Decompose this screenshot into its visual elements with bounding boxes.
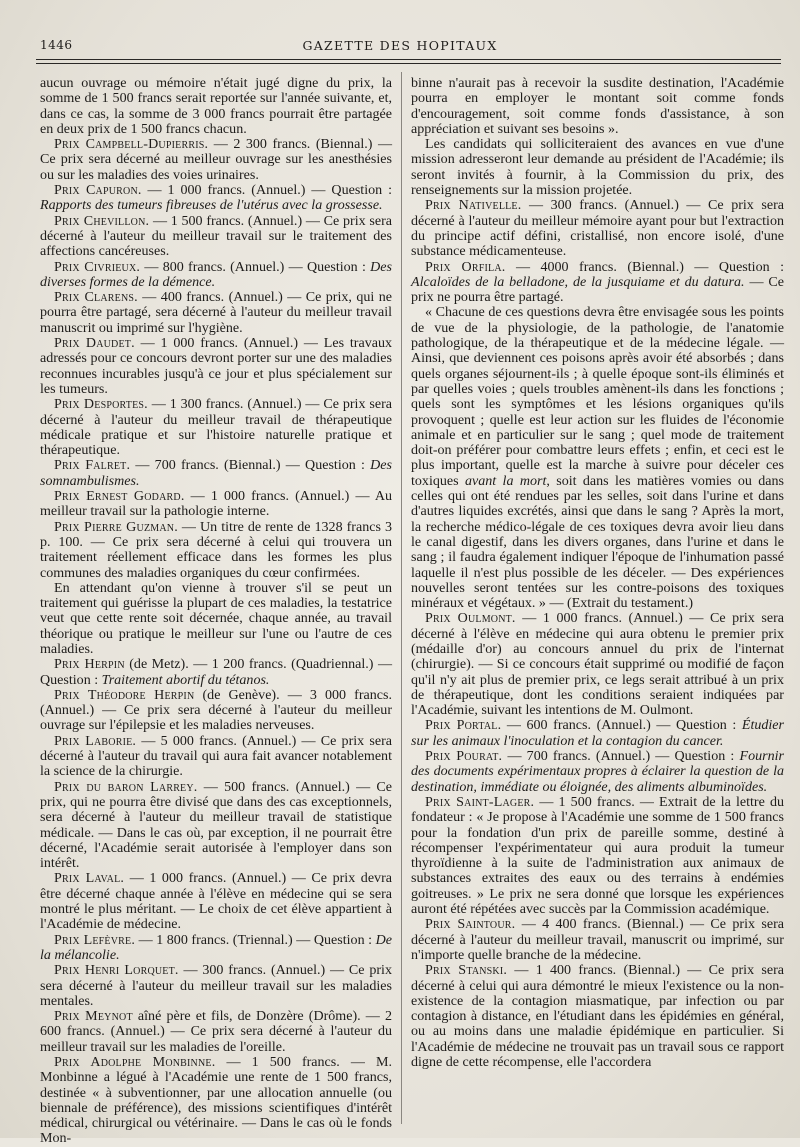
prize-name: Prix Daudet. — [54, 335, 135, 352]
header-rule-bottom — [36, 63, 781, 64]
prize-entry: Prix du baron Larrey. — 500 francs. (Annuel.) — Ce prix, qui ne pourra être divisé que dans des cas exceptionnels, sera décerné à l'auteur du meilleur travail de statistique médicale. — Dans le cas où, par exception, il ne pourrait être décerné, l'Académie serait autorisée à l'employer dans son intérêt. — [40, 778, 393, 872]
running-title: GAZETTE DES HOPITAUX — [302, 38, 498, 53]
header-rule-top — [36, 59, 781, 60]
prize-name: Prix Saintour. — [425, 916, 516, 933]
prize-name: Prix Desportes. — [54, 396, 148, 413]
prize-question: Des somnambulismes. — [40, 457, 392, 489]
prize-question: Alcaloïdes de la belladone, de la jusquiame et du datura. — [411, 273, 745, 290]
prize-name: Prix Portal. — [425, 717, 502, 734]
prize-entry: Prix Laval. — 1 000 francs. (Annuel.) — Ce prix devra être décerné chaque année à l'élève en médecine qui se sera montré le plus méritant. — Le choix de cet élève appartient à l'Académie de médecine. — [40, 870, 392, 933]
prize-name: Prix Saint-Lager. — [425, 793, 535, 810]
prize-name: Prix Ernest Godard. — [54, 488, 185, 505]
prize-entry: Prix Saint-Lager. — 1 500 francs. — Extrait de la lettre du fondateur : « Je propose à l'Académie une somme de 1 500 francs pour la fondation d'un prix de pareille somme, destiné à récompenser l'expérimentateur qui aura produit la tumeur thyroïdienne à la suite de l'administration aux animaux de substances extraites des eaux ou des terrains à endémies goitreuses. » Le prix ne sera donné que lorsque les expériences auront été répétées avec succès par la Commission académique. — [411, 793, 784, 918]
prize-entry: Prix Falret. — 700 francs. (Biennal.) — Question : Des somnambulismes. — [40, 457, 392, 489]
prize-entry: Prix Henri Lorquet. — 300 francs. (Annuel.) — Ce prix sera décerné à l'auteur du meilleur travail sur les maladies mentales. — [40, 962, 392, 1009]
prize-entry: Prix Ernest Godard. — 1 000 francs. (Annuel.) — Au meilleur travail sur la pathologie interne. — [40, 488, 392, 520]
prize-entry: Prix Saintour. — 4 400 francs. (Biennal.) — Ce prix sera décerné à l'auteur du meilleur travail, manuscrit ou imprimé, sur n'importe quelle branche de la médecine. — [411, 916, 785, 963]
prize-name: Prix Capuron. — [54, 182, 142, 199]
prize-entry: Prix Civrieux. — 800 francs. (Annuel.) — Question : Des diverses formes de la démence. — [40, 258, 392, 290]
prize-name: Prix Théodore Herpin — [54, 686, 195, 703]
paragraph: En attendant qu'on vienne à trouver s'il se peut un traitement qui guérisse la plupart de ces maladies, la testatrice veut que cette rente soit décernée, chaque année, au travail théorique ou pratique le meilleur sur l'une ou l'autre de ces maladies. — [40, 579, 392, 657]
prize-entry: Prix Pierre Guzman. — Un titre de rente de 1328 francs 3 p. 100. — Ce prix sera décerné à celui qui trouvera un traitement réellement efficace dans les formes les plus communes des maladies organiques du cœur confirmées. — [40, 518, 392, 581]
prize-entry: Prix Chevillon. — 1 500 francs. (Annuel.) — Ce prix sera décerné à l'auteur du meilleur travail sur le traitement des affections cancéreuses. — [40, 212, 392, 260]
prize-name: Prix Civrieux. — [54, 258, 141, 275]
prize-question: Rapports des tumeurs fibreuses de l'utérus avec la grossesse. — [40, 197, 383, 214]
prize-entry: Prix Clarens. — 400 francs. (Annuel.) — Ce prix, qui ne pourra être partagé, sera décerné à l'auteur du meilleur travail manuscrit ou imprimé sur l'hygiène. — [40, 289, 393, 336]
prize-entry: Prix Stanski. — 1 400 francs. (Biennal.) — Ce prix sera décerné à celui qui aura démontré le mieux l'existence ou la non-existence de la contagion miasmatique, par infection ou par contagion à distance, en l'étudiant dans les épidémies en général, ou au moins dans une maladie épidémique en particulier. Si l'Académie de médecine ne trouvait pas un travail sous ce rapport digne de cette récompense, elle l'accordera — [411, 962, 784, 1070]
prize-entry: Prix Théodore Herpin (de Genève). — 3 000 francs. (Annuel.) — Ce prix sera décerné à l'auteur du meilleur ouvrage sur l'épilepsie et les maladies nerveuses. — [40, 686, 392, 734]
prize-entry: Prix Desportes. — 1 300 francs. (Annuel.) — Ce prix sera décerné à l'auteur du meilleur travail de thérapeutique médicale pratique et sur l'histoire naturelle pratique et thérapeutique. — [40, 396, 392, 459]
prize-name: Prix Laval. — [54, 870, 125, 887]
paragraph: binne n'aurait pas à recevoir la susdite destination, l'Académie pourra en employer le montant soit comme fonds d'encouragement, soit comme fonds d'assistance, à son appréciation et suivant ses besoins ». — [411, 75, 784, 137]
prize-entry: Prix Nativelle. — 300 francs. (Annuel.) — Ce prix sera décerné à l'auteur du meilleur mémoire ayant pour but l'extraction du principe actif défini, cristallisé, non encore isolé, d'une substance médicamenteuse. — [411, 197, 784, 260]
prize-name: Prix Stanski. — [425, 962, 508, 979]
right-column — [411, 76, 784, 1126]
prize-question: Des diverses formes de la démence. — [40, 258, 392, 290]
prize-name: Prix Lefèvre. — [54, 931, 136, 948]
prize-entry: Prix Adolphe Monbinne. — 1 500 francs. — M. Monbinne a légué à l'Académie une rente de 1 500 francs, destinée « à subventionner, par une allocation annuelle (ou biennale de préférence), des missions scientifiques d'intérêt médical, chirurgical ou vétérinaire. — Dans le cas où le fonds Mon- — [40, 1054, 392, 1147]
paragraph: aucun ouvrage ou mémoire n'était jugé digne du prix, la somme de 1 500 francs serait reportée sur l'année suivante, et, dans ce cas, la somme de 3 000 francs pourrait être partagée en deux prix de 1 500 francs chacun. — [40, 75, 392, 137]
prize-name: Prix Orfila. — [425, 258, 506, 275]
prize-name: Prix Clarens. — [54, 289, 138, 306]
prize-name: Prix Adolphe Monbinne. — [54, 1054, 216, 1070]
prize-question: Étudier sur les animaux l'inoculation et la contagion du cancer. — [411, 717, 784, 749]
prize-name: Prix Campbell-Dupierris. — [54, 136, 209, 153]
column-divider — [401, 72, 402, 1124]
prize-entry: Prix Laborie. — 5 000 francs. (Annuel.) — Ce prix sera décerné à l'auteur du travail qui aura fait avancer notablement la science de la chirurgie. — [40, 732, 392, 780]
prize-name: Prix Laborie. — [54, 732, 137, 749]
prize-entry: Prix Meynot aîné père et fils, de Donzère (Drôme). — 2 600 francs. (Annuel.) — Ce prix sera décerné à l'auteur du meilleur travail sur les maladies de l'oreille. — [40, 1008, 393, 1055]
prize-entry: Prix Herpin (de Metz). — 1 200 francs. (Quadriennal.) — Question : Traitement abortif du tétanos. — [40, 656, 392, 688]
prize-entry: Prix Portal. — 600 francs. (Annuel.) — Question : Étudier sur les animaux l'inoculation et la contagion du cancer. — [411, 717, 784, 749]
prize-entry: Prix Orfila. — 4000 francs. (Biennal.) — Question : Alcaloïdes de la belladone, de la jusquiame et du datura. — Ce prix ne pourra être partagé. — [411, 258, 785, 306]
prize-name: Prix Pourat. — [425, 748, 503, 765]
prize-name: Prix du baron Larrey. — [54, 778, 198, 795]
prize-question: Fournir des documents expérimentaux propres à éclairer la question de la destination, immédiate ou éloignée, des aliments albuminoïdes. — [411, 748, 784, 795]
prize-entry: Prix Lefèvre. — 1 800 francs. (Triennal.) — Question : De la mélancolie. — [40, 931, 392, 963]
prize-name: Prix Chevillon. — [54, 212, 150, 229]
testament-quote: « Chacune de ces questions devra être envisagée sous les points de vue de la physiologie, de la pathologie, de l'anatomie pathologique, de la thérapeutique et de la médecine légale. — Ainsi, que deviennent ces poisons après avoir été absorbés ; dans quels organes séjournent-ils ; à quelle époque sont-ils éliminés et par quelles voies ; quels troubles amènent-ils dans les fonctions ; quels sont les symptômes et les lésions organiques qu'ils provoquent ; quelle est leur action sur les fluides de l'économie animale et en particulier sur le sang ; quel mode de traitement doit-on préférer pour combattre leurs effets ; enfin, et ceci est le plus important, quelle est la marche à suivre pour déceler ces toxiques avant la mort, soit dans les matières vomies ou dans celles qui ont été rendues par les selles, soit dans l'urine et dans d'autres liquides excrétés, ainsi que dans le sang ? Après la mort, la recherche médico-légale de ces toxiques devra avoir lieu dans le canal digestif, dans les divers organes, dans l'urine et dans le sang ; il faudra également indiquer l'époque de l'inhumation passé laquelle il n'est plus possible de les déceler. — Des expériences nouvelles seront tentées sur les contre-poisons des toxiques minéraux et végétaux. » — (Extrait du testament.) — [411, 304, 784, 612]
prize-name: Prix Pierre Guzman. — [54, 518, 178, 535]
page-number: 1446 — [40, 38, 73, 52]
paragraph: Les candidats qui solliciteraient des avances en vue d'une mission adresseront leur demande au président de l'Académie; ils seront invités à fournir, à la Commission du prix, des renseignements sur la mission projetée. — [411, 136, 784, 199]
prize-entry: Prix Daudet. — 1 000 francs. (Annuel.) — Les travaux adressés pour ce concours devront porter sur une des maladies reconnues incurables jusqu'à ce jour et plus spécialement sur les tumeurs. — [40, 335, 392, 397]
prize-entry: Prix Oulmont. — 1 000 francs. (Annuel.) — Ce prix sera décerné à l'élève en médecine qui aura obtenu le premier prix (médaille d'or) au concours annuel du prix de l'internat (chirurgie). — Si ce concours était supprimé ou modifié de façon qu'il n'y ait plus de premier prix, ce legs serait attribué à un prix de thérapeutique, dont les conditions seraient indiquées par l'Académie, suivant les intentions de M. Oulmont. — [411, 610, 785, 719]
prize-question: De la mélancolie. — [40, 931, 392, 963]
prize-entry: Prix Capuron. — 1 000 francs. (Annuel.) — Question : Rapports des tumeurs fibreuses de l'utérus avec la grossesse. — [40, 182, 392, 214]
prize-name: Prix Nativelle. — [425, 197, 522, 214]
prize-name: Prix Oulmont. — [425, 610, 516, 627]
prize-entry: Prix Pourat. — 700 francs. (Annuel.) — Question : Fournir des documents expérimentaux propres à éclairer la question de la destination, immédiate ou éloignée, des aliments albuminoïdes. — [411, 748, 784, 795]
prize-name: Prix Meynot — [54, 1008, 133, 1025]
left-column — [40, 75, 393, 1147]
prize-name: Prix Henri Lorquet. — [54, 962, 179, 979]
prize-name: Prix Falret. — [54, 457, 131, 474]
prize-entry: Prix Campbell-Dupierris. — 2 300 francs. (Biennal.) — Ce prix sera décerné au meilleur ouvrage sur les anesthésies ou sur les maladies des voies urinaires. — [40, 136, 392, 183]
prize-question: Traitement abortif du tétanos. — [101, 671, 270, 688]
prize-name: Prix Herpin — [54, 656, 125, 673]
